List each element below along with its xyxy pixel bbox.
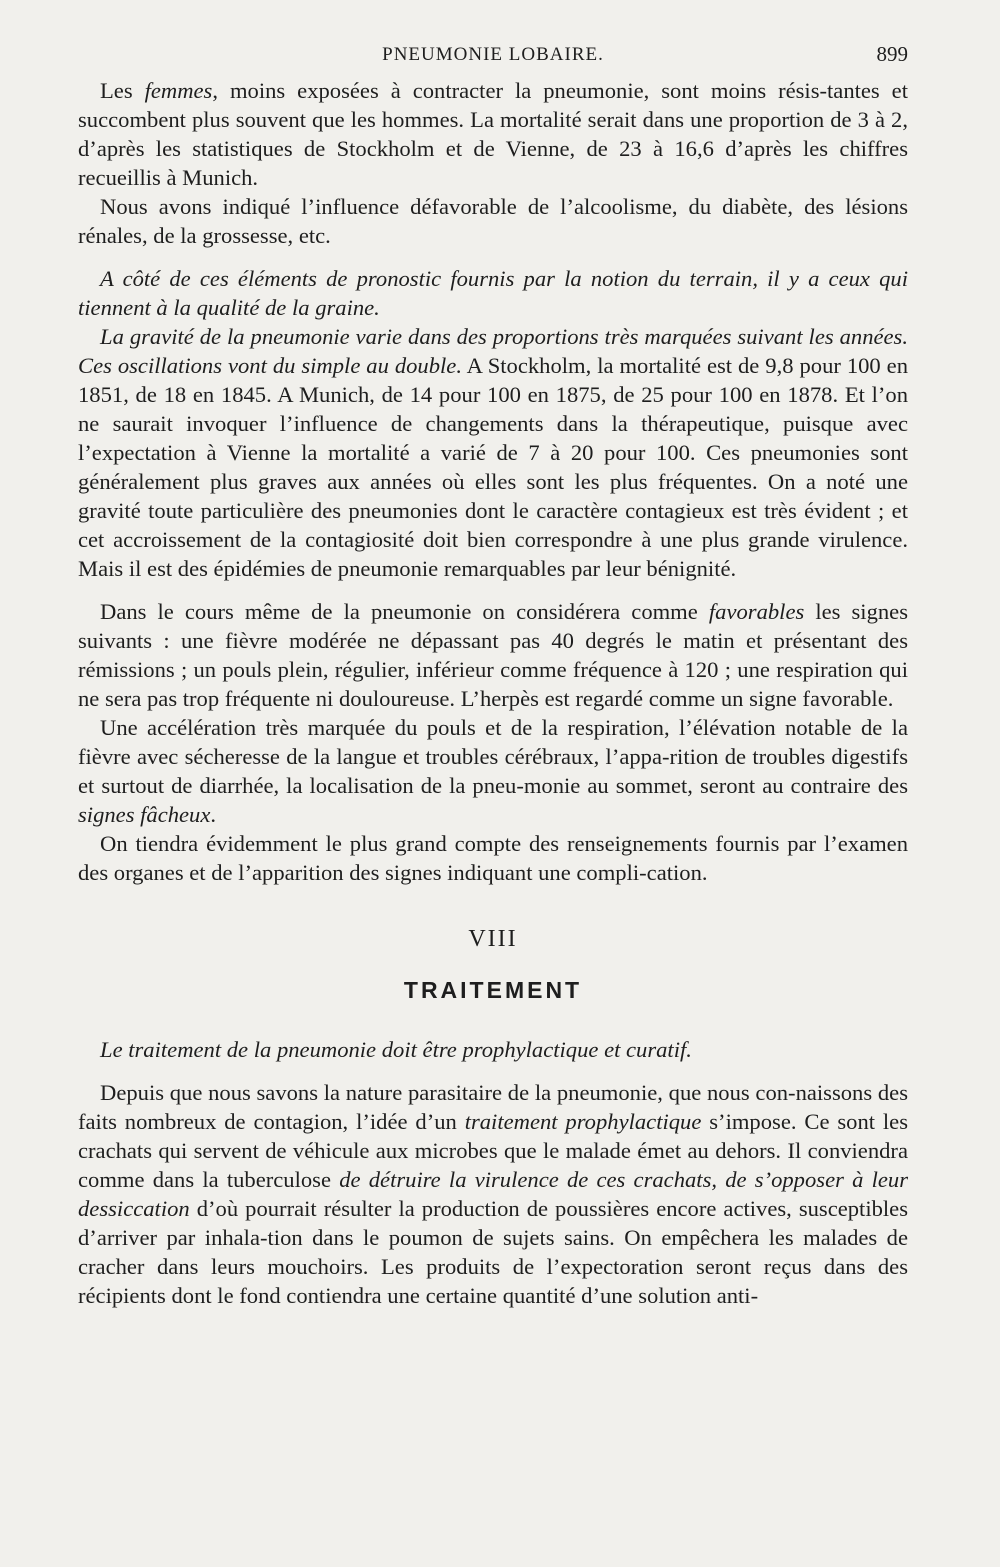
text-run: Les bbox=[100, 78, 145, 103]
text-run: Depuis que nous savons la nature parasitaire de la pneumonie, que nous con-naissons des faits nombreux de contagion, l’idée d’un bbox=[78, 1080, 908, 1134]
paragraph bbox=[78, 713, 908, 829]
text-run: . bbox=[210, 802, 217, 827]
italic-text: traitement prophylactique bbox=[464, 1109, 702, 1134]
paragraph bbox=[78, 322, 908, 583]
paragraph bbox=[78, 264, 908, 322]
section-title: TRAITEMENT bbox=[403, 977, 583, 1003]
italic-text: favorables bbox=[708, 599, 805, 624]
paragraph bbox=[78, 76, 908, 192]
text-run: Nous avons indiqué l’influence défavorable de l’alcoolisme, du diabète, des lésions rénales, de la grossesse, etc. bbox=[78, 194, 908, 248]
text-run: d’où pourrait résulter la production de poussières encore actives, susceptibles d’arriver par inhala-tion dans le poumon de sujets sains. On empêchera les malades de cracher dans leurs mouchoirs. Les produits de l’expectoration seront reçus dans des récipients dont le fond contiendra une certaine quantité d’une solution anti- bbox=[78, 1196, 908, 1308]
section-lead bbox=[78, 1035, 908, 1064]
paragraph bbox=[78, 192, 908, 250]
body-text bbox=[78, 76, 908, 1310]
italic-text: A côté de ces éléments de pronostic fournis par la notion du terrain, il y a ceux qui tiennent à la qualité de la graine. bbox=[78, 266, 908, 320]
paragraph bbox=[78, 1078, 908, 1310]
page-number: 899 bbox=[876, 42, 908, 66]
prognosis-paragraphs bbox=[78, 76, 908, 887]
text-run: On tiendra évidemment le plus grand compte des renseignements fournis par l’examen des organes et de l’apparition des signes indiquant une compli-cation. bbox=[78, 831, 908, 885]
section-lead-text: Le traitement de la pneumonie doit être prophylactique et curatif. bbox=[100, 1037, 692, 1062]
text-run: les signes suivants : une fièvre modérée ne dépassant pas 40 degrés le matin et présentant des rémissions ; un pouls plein, régulier, inférieur comme fréquence à 120 ; une respiration qui ne sera pas trop fréquente ni douloureuse. L’herpès est regardé comme un signe favorable. bbox=[78, 599, 908, 711]
text-run: s’impose. Ce sont les crachats qui servent de véhicule aux microbes que le malade émet au dehors. Il conviendra comme dans la tuberculose bbox=[78, 1109, 908, 1192]
paragraph bbox=[78, 597, 908, 713]
treatment-paragraphs bbox=[78, 1078, 908, 1310]
italic-text: femmes bbox=[144, 78, 213, 103]
section-number: VIII bbox=[468, 926, 518, 952]
text-run: A Stockholm, la mortalité est de 9,8 pour 100 en 1851, de 18 en 1845. A Munich, de 14 pour 100 en 1875, de 25 pour 100 en 1878. Et l’on ne saurait invoquer l’influence de changements dans la thérapeutique, puisque avec l’expectation à Vienne la mortalité a varié de 7 à 20 pour 100. Ces pneumonies sont généralement plus graves aux années où elles sont les plus fréquentes. On a noté une gravité toute particulière des pneumonies dont le caractère contagieux est très évident ; et cet accroissement de la contagiosité doit bien correspondre à une plus grande virulence. Mais il est des épidémies de pneumonie remarquables par leur bénignité. bbox=[78, 353, 908, 581]
italic-text: de détruire la virulence de ces crachats, de s’opposer à leur dessiccation bbox=[78, 1167, 908, 1221]
text-run: Une accélération très marquée du pouls et de la respiration, l’élévation notable de la fièvre avec sécheresse de la langue et troubles cérébraux, l’appa-rition de troubles digestifs et surtout de diarrhée, la localisation de la pneu-monie au sommet, seront au contraire des bbox=[78, 715, 908, 798]
italic-text: signes fâcheux bbox=[78, 802, 211, 827]
text-run: Dans le cours même de la pneumonie on considérera comme bbox=[100, 599, 709, 624]
paragraph bbox=[78, 829, 908, 887]
italic-text: La gravité de la pneumonie varie dans des proportions très marquées suivant les années. Ces oscillations vont du simple au double. bbox=[78, 324, 908, 378]
running-title: PNEUMONIE LOBAIRE. bbox=[382, 44, 604, 65]
text-run: , moins exposées à contracter la pneumonie, sont moins résis-tantes et succombent plus souvent que les hommes. La mortalité serait dans une proportion de 3 à 2, d’après les statistiques de Stockholm et de Vienne, de 23 à 16,6 d’après les chiffres recueillis à Munich. bbox=[78, 78, 908, 190]
running-header bbox=[78, 36, 908, 76]
